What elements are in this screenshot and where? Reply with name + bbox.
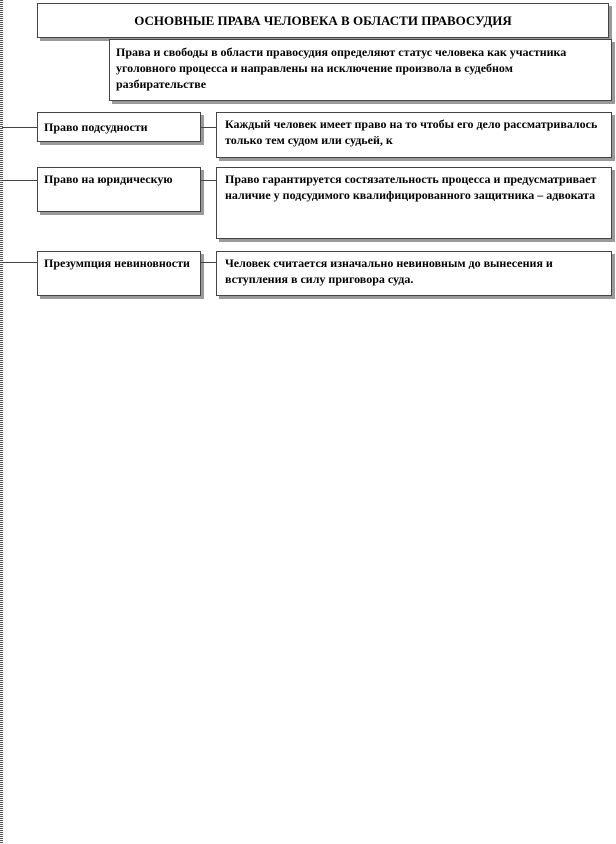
definition-box-jurisdiction	[216, 112, 612, 158]
row-1-rail-connector	[2, 127, 37, 128]
term-text: Презумпция невиновности	[44, 256, 190, 270]
term-box-jurisdiction	[37, 112, 201, 142]
row-1-connector	[201, 127, 216, 128]
row-2-rail-connector	[2, 180, 37, 181]
term-text: Право на юридическую	[44, 172, 173, 186]
intro-text: Права и свободы в области правосудия определяют статус человека как участника уголовного процесса и направлены на исключение произвола в судебном разбирательстве	[116, 45, 567, 91]
definition-text: Человек считается изначально невиновным до вынесения и вступления в силу приговора суда.	[225, 256, 553, 286]
term-box-legal-aid	[37, 167, 201, 212]
term-box-presumption	[37, 251, 201, 296]
diagram-title	[37, 3, 609, 38]
definition-box-presumption	[216, 251, 612, 296]
intro-box	[109, 39, 612, 101]
diagram-title-text: ОСНОВНЫЕ ПРАВА ЧЕЛОВЕКА В ОБЛАСТИ ПРАВОСУДИЯ	[134, 12, 512, 28]
definition-box-legal-aid	[216, 167, 612, 239]
definition-text: Каждый человек имеет право на то чтобы его дело рассматривалось только тем судом или судьей, к	[225, 117, 598, 147]
row-3-connector	[201, 262, 216, 263]
definition-text: Право гарантируется состязательность процесса и предусматривает наличие у подсудимого квалифицированного защитника – адвоката	[225, 172, 597, 202]
term-text: Право подсудности	[44, 120, 148, 134]
row-3-rail-connector	[2, 262, 37, 263]
row-2-connector	[201, 180, 216, 181]
